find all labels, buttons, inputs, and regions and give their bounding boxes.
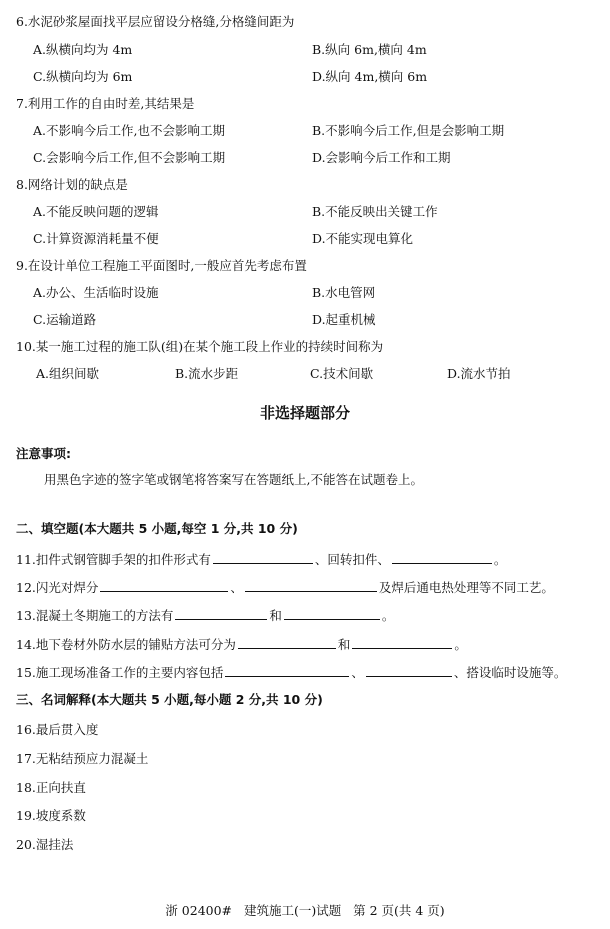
notice-heading: 注意事项:	[16, 446, 71, 461]
question-12	[16, 577, 554, 596]
question-19: 19.坡度系数	[16, 808, 86, 823]
question-15-blank-1[interactable]	[225, 662, 349, 677]
question-14	[16, 634, 467, 653]
question-11-blank-1[interactable]	[213, 549, 313, 564]
question-13-text-a: 13.混凝土冬期施工的方法有	[16, 608, 174, 623]
question-8-option-a: A.不能反映问题的逻辑	[33, 204, 159, 219]
terms-section-heading: 三、名词解释(本大题共 5 小题,每小题 2 分,共 10 分)	[16, 692, 323, 707]
question-11	[16, 549, 506, 568]
question-9-option-c: C.运输道路	[33, 312, 97, 327]
question-11-blank-2[interactable]	[392, 549, 492, 564]
question-13-text-b: 和	[269, 608, 282, 623]
question-6-option-b: B.纵向 6m,横向 4m	[312, 42, 427, 57]
question-11-text-b: 、回转扣件、	[314, 552, 390, 567]
question-14-text-b: 和	[337, 637, 351, 652]
question-20: 20.湿挂法	[16, 837, 74, 852]
question-14-text-a: 14.地下卷材外防水层的铺贴方法可分为	[16, 637, 236, 652]
question-15-text-c: 、搭设临时设施等。	[453, 665, 567, 680]
question-10-option-d: D.流水节拍	[447, 366, 511, 381]
question-6-option-a: A.纵横向均为 4m	[33, 42, 133, 57]
page-footer: 浙 02400# 建筑施工(一)试题 第 2 页(共 4 页)	[165, 903, 445, 918]
question-12-text-a: 12.闪光对焊分	[16, 580, 99, 595]
question-8-option-b: B.不能反映出关键工作	[312, 204, 438, 219]
notice-text: 用黑色字迹的签字笔或钢笔将答案写在答题纸上,不能答在试题卷上。	[44, 472, 423, 487]
question-15-text-b: 、	[351, 665, 364, 680]
question-9-stem: 9.在设计单位工程施工平面图时,一般应首先考虑布置	[16, 258, 307, 273]
question-13-blank-2[interactable]	[284, 605, 380, 620]
question-12-text-c: 及焊后通电热处理等不同工艺。	[378, 580, 554, 595]
question-6-option-c: C.纵横向均为 6m	[33, 69, 133, 84]
question-10-option-c: C.技术间歇	[310, 366, 374, 381]
question-13-blank-1[interactable]	[175, 605, 267, 620]
question-12-text-b: 、	[230, 580, 243, 595]
question-14-blank-2[interactable]	[352, 634, 452, 649]
question-14-blank-1[interactable]	[238, 634, 336, 649]
question-6-stem: 6.水泥砂浆屋面找平层应留设分格缝,分格缝间距为	[16, 14, 295, 29]
question-9-option-a: A.办公、生活临时设施	[33, 285, 159, 300]
question-18: 18.正向扶直	[16, 780, 86, 795]
question-10-option-b: B.流水步距	[175, 366, 239, 381]
part-title: 非选择题部分	[259, 404, 350, 422]
question-10-stem: 10.某一施工过程的施工队(组)在某个施工段上作业的持续时间称为	[16, 339, 384, 354]
question-7-option-d: D.会影响今后工作和工期	[312, 150, 451, 165]
question-12-blank-2[interactable]	[245, 577, 377, 592]
question-7-option-b: B.不影响今后工作,但是会影响工期	[312, 123, 505, 138]
question-13-text-c: 。	[381, 608, 395, 623]
question-10-option-a: A.组织间歇	[36, 366, 100, 381]
question-15-text-a: 15.施工现场准备工作的主要内容包括	[16, 665, 224, 680]
question-7-option-a: A.不影响今后工作,也不会影响工期	[33, 123, 225, 138]
question-17: 17.无粘结预应力混凝土	[16, 751, 149, 766]
question-14-text-c: 。	[454, 637, 467, 652]
question-12-blank-1[interactable]	[100, 577, 228, 592]
fill-section-heading: 二、填空题(本大题共 5 小题,每空 1 分,共 10 分)	[16, 521, 298, 536]
question-11-text-a: 11.扣件式钢管脚手架的扣件形式有	[16, 552, 211, 567]
question-7-stem: 7.利用工作的自由时差,其结果是	[16, 96, 195, 111]
question-13	[16, 605, 394, 624]
question-11-text-c: 。	[493, 552, 507, 567]
question-8-option-d: D.不能实现电算化	[312, 231, 414, 246]
question-7-option-c: C.会影响今后工作,但不会影响工期	[33, 150, 226, 165]
question-16: 16.最后贯入度	[16, 722, 99, 737]
question-6-option-d: D.纵向 4m,横向 6m	[312, 69, 428, 84]
question-8-stem: 8.网络计划的缺点是	[16, 177, 128, 192]
question-9-option-b: B.水电管网	[312, 285, 376, 300]
question-15-blank-2[interactable]	[366, 662, 452, 677]
question-9-option-d: D.起重机械	[312, 312, 376, 327]
question-15	[16, 662, 566, 681]
question-8-option-c: C.计算资源消耗量不便	[33, 231, 159, 246]
